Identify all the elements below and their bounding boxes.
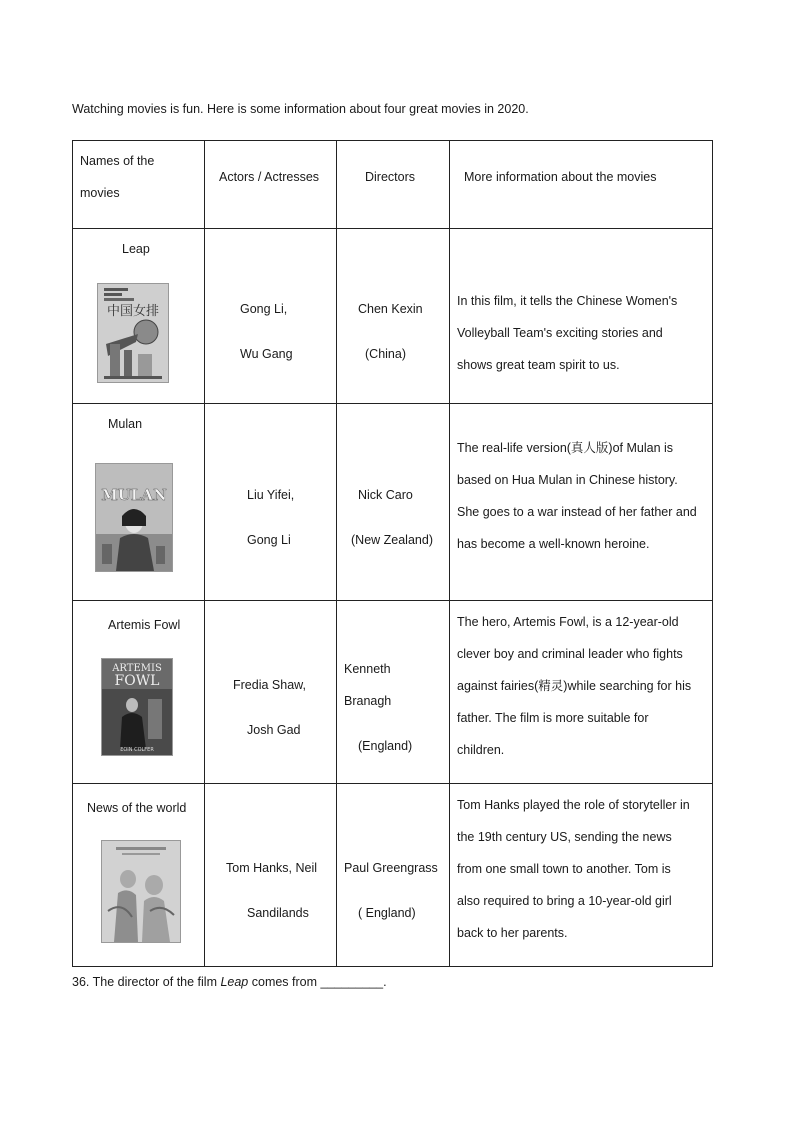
info-line: shows great team spirit to us. [457,358,620,372]
table-row [73,784,713,967]
actor-line1: Gong Li, [240,302,288,316]
director-line2: (New Zealand) [351,533,433,547]
info-text [457,789,706,949]
leap-poster-title: 中国女排 [106,304,160,319]
director-line2: (China) [365,347,406,361]
header-info-cell [450,141,713,229]
actor-line1: Liu Yifei, [247,488,295,502]
actor-line2: Sandilands [247,906,309,920]
table-row [73,601,713,784]
info-cell [450,784,713,967]
director-cell [337,229,450,404]
info-cell [450,229,713,404]
info-line: Tom Hanks played the role of storyteller in [457,798,690,812]
question-prefix: 36. The director of the film [72,975,221,989]
info-line: also required to bring a 10-year-old girl [457,894,672,908]
actor-line2: Josh Gad [247,723,301,737]
leap-poster [97,283,169,383]
info-line: father. The film is more suitable for [457,711,649,725]
director-line3: (England) [358,739,413,753]
info-cell [450,404,713,601]
header-names-cell [73,141,205,229]
info-line: has become a well-known heroine. [457,537,650,551]
actor-line2: Gong Li [247,533,291,547]
artemis-poster-title1: ARTEMIS [112,663,162,674]
mulan-poster [95,463,173,572]
director-cell [337,784,450,967]
actors-cell [205,784,337,967]
table-row [73,404,713,601]
table-row [73,229,713,404]
header-directors-cell [337,141,450,229]
info-text [457,285,706,381]
question-suffix: comes from _________. [248,975,387,989]
director-line1: Paul Greengrass [344,861,438,875]
header-names-line2: movies [80,186,120,200]
actors-cell [205,229,337,404]
header-directors: Directors [365,170,416,184]
movie-name: Mulan [108,417,143,431]
director-line1: Chen Kexin [358,302,423,316]
director-line2: ( England) [358,906,416,920]
actors-cell [205,601,337,784]
question-film: Leap [220,975,249,989]
movie-name-cell [73,404,205,601]
movie-name-cell [73,229,205,404]
movie-name: News of the world [87,801,187,815]
info-cell [450,601,713,784]
director-cell [337,404,450,601]
actor-line1: Fredia Shaw, [233,678,306,692]
info-line: She goes to a war instead of her father and [457,505,697,519]
info-text [457,606,706,766]
director-line1: Kenneth [344,662,391,676]
news-of-the-world-poster [101,840,181,943]
director-cell [337,601,450,784]
actor-line2: Wu Gang [240,347,293,361]
info-line: children. [457,743,505,757]
actors-cell [205,404,337,601]
info-line: The hero, Artemis Fowl, is a 12-year-old [457,615,679,629]
intro-text: Watching movies is fun. Here is some information about four great movies in 2020. [72,102,529,116]
table-header-row [73,141,713,229]
question-36 [72,975,387,989]
info-line: Volleyball Team's exciting stories and [457,326,663,340]
info-line: clever boy and criminal leader who fights [457,647,683,661]
info-line: based on Hua Mulan in Chinese history. [457,473,678,487]
header-actors-cell [205,141,337,229]
info-line: back to her parents. [457,926,568,940]
movie-name: Artemis Fowl [108,618,181,632]
movie-name: Leap [122,242,150,256]
info-text [457,432,706,560]
info-line: The real-life version(真人版)of Mulan is [457,441,674,455]
header-info: More information about the movies [464,170,657,184]
movie-name-cell [73,784,205,967]
director-line2: Branagh [344,694,392,708]
director-line1: Nick Caro [358,488,413,502]
info-line: from one small town to another. Tom is [457,862,671,876]
header-actors: Actors / Actresses [219,170,320,184]
movie-name-cell [73,601,205,784]
info-line: the 19th century US, sending the news [457,830,672,844]
actor-line1: Tom Hanks, Neil [226,861,317,875]
artemis-poster-title2: FOWL [114,673,160,689]
header-names-line1: Names of the [80,154,155,168]
artemis-fowl-poster [101,658,173,756]
info-line: against fairies(精灵)while searching for his [457,679,692,693]
mulan-poster-title: MULAN [101,486,167,504]
movies-table [72,140,713,967]
artemis-poster-author: EOIN COLFER [120,747,154,753]
info-line: In this film, it tells the Chinese Women's [457,294,678,308]
